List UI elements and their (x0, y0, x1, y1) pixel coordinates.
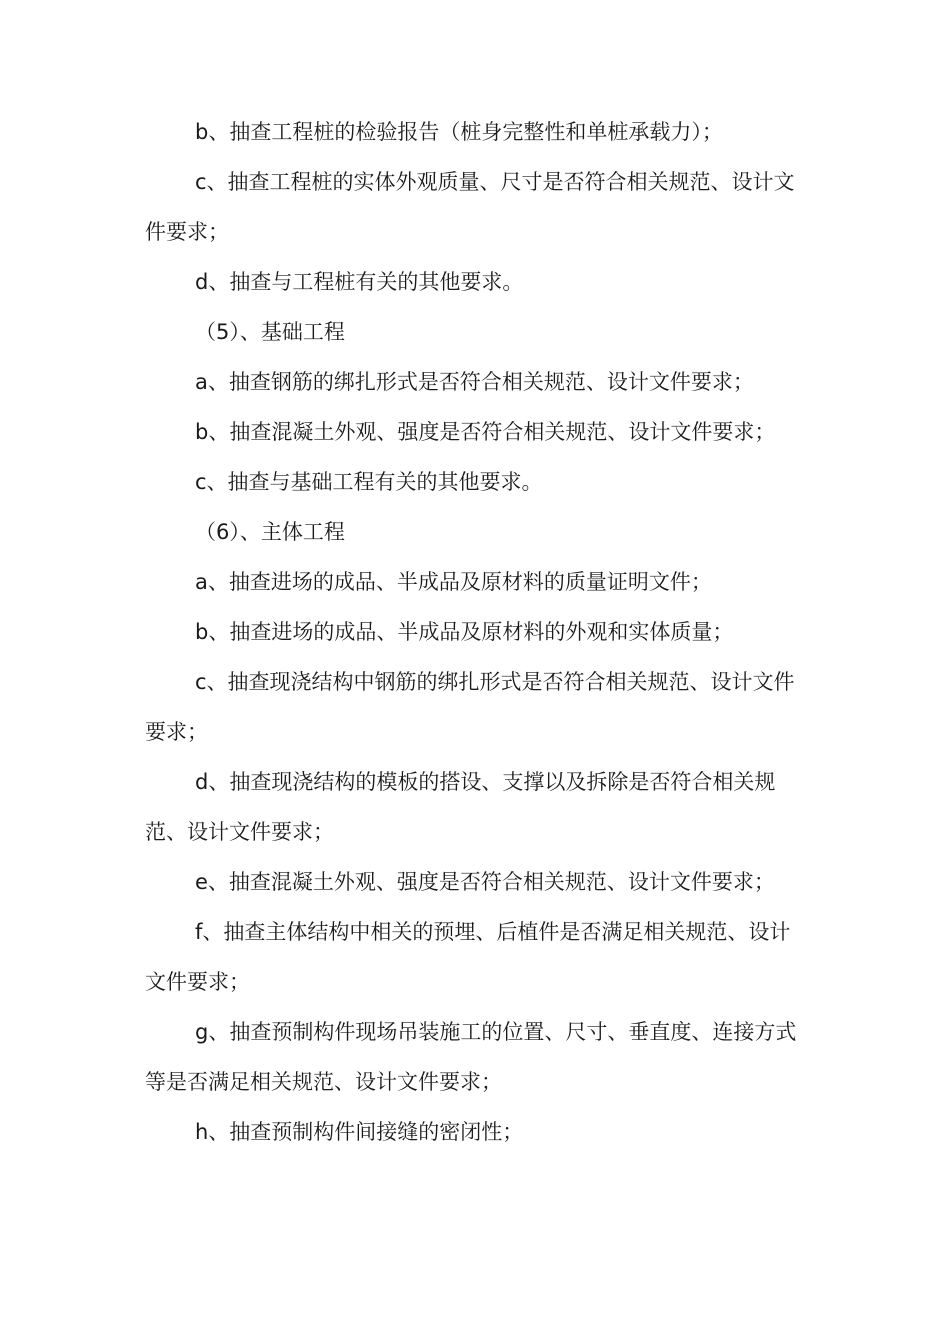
paragraph-c-pile-appearance: c、抽查工程桩的实体外观质量、尺寸是否符合相关规范、设计文件要求； (145, 170, 795, 244)
section-heading-foundation: （5）、基础工程 (195, 320, 345, 344)
paragraph-h-joint-sealing: h、抽查预制构件间接缝的密闭性； (195, 1120, 524, 1144)
paragraph-b-concrete: b、抽查混凝土外观、强度是否符合相关规范、设计文件要求； (195, 420, 776, 444)
paragraph-f-embedded-parts: f、抽查主体结构中相关的预埋、后植件是否满足相关规范、设计文件要求； (145, 920, 791, 994)
paragraph-c-foundation-other: c、抽查与基础工程有关的其他要求。 (195, 470, 543, 494)
paragraph-d-formwork: d、抽查现浇结构的模板的搭设、支撑以及拆除是否符合相关规范、设计文件要求； (145, 770, 776, 844)
paragraph-c-cast-in-place-rebar: c、抽查现浇结构中钢筋的绑扎形式是否符合相关规范、设计文件要求； (145, 670, 795, 744)
paragraph-b-pile-report: b、抽查工程桩的检验报告（桩身完整性和单桩承载力）； (195, 120, 723, 144)
paragraph-g-precast-hoisting: g、抽查预制构件现场吊装施工的位置、尺寸、垂直度、连接方式等是否满足相关规范、设计文件要求； (145, 1020, 797, 1094)
paragraph-a-rebar-binding: a、抽查钢筋的绑扎形式是否符合相关规范、设计文件要求； (195, 370, 754, 394)
paragraph-e-concrete: e、抽查混凝土外观、强度是否符合相关规范、设计文件要求； (195, 870, 775, 894)
section-heading-main-structure: （6）、主体工程 (195, 520, 345, 544)
paragraph-d-pile-other: d、抽查与工程桩有关的其他要求。 (195, 270, 524, 294)
paragraph-b-material-quality: b、抽查进场的成品、半成品及原材料的外观和实体质量； (195, 620, 734, 644)
paragraph-a-material-certificates: a、抽查进场的成品、半成品及原材料的质量证明文件； (195, 570, 712, 594)
